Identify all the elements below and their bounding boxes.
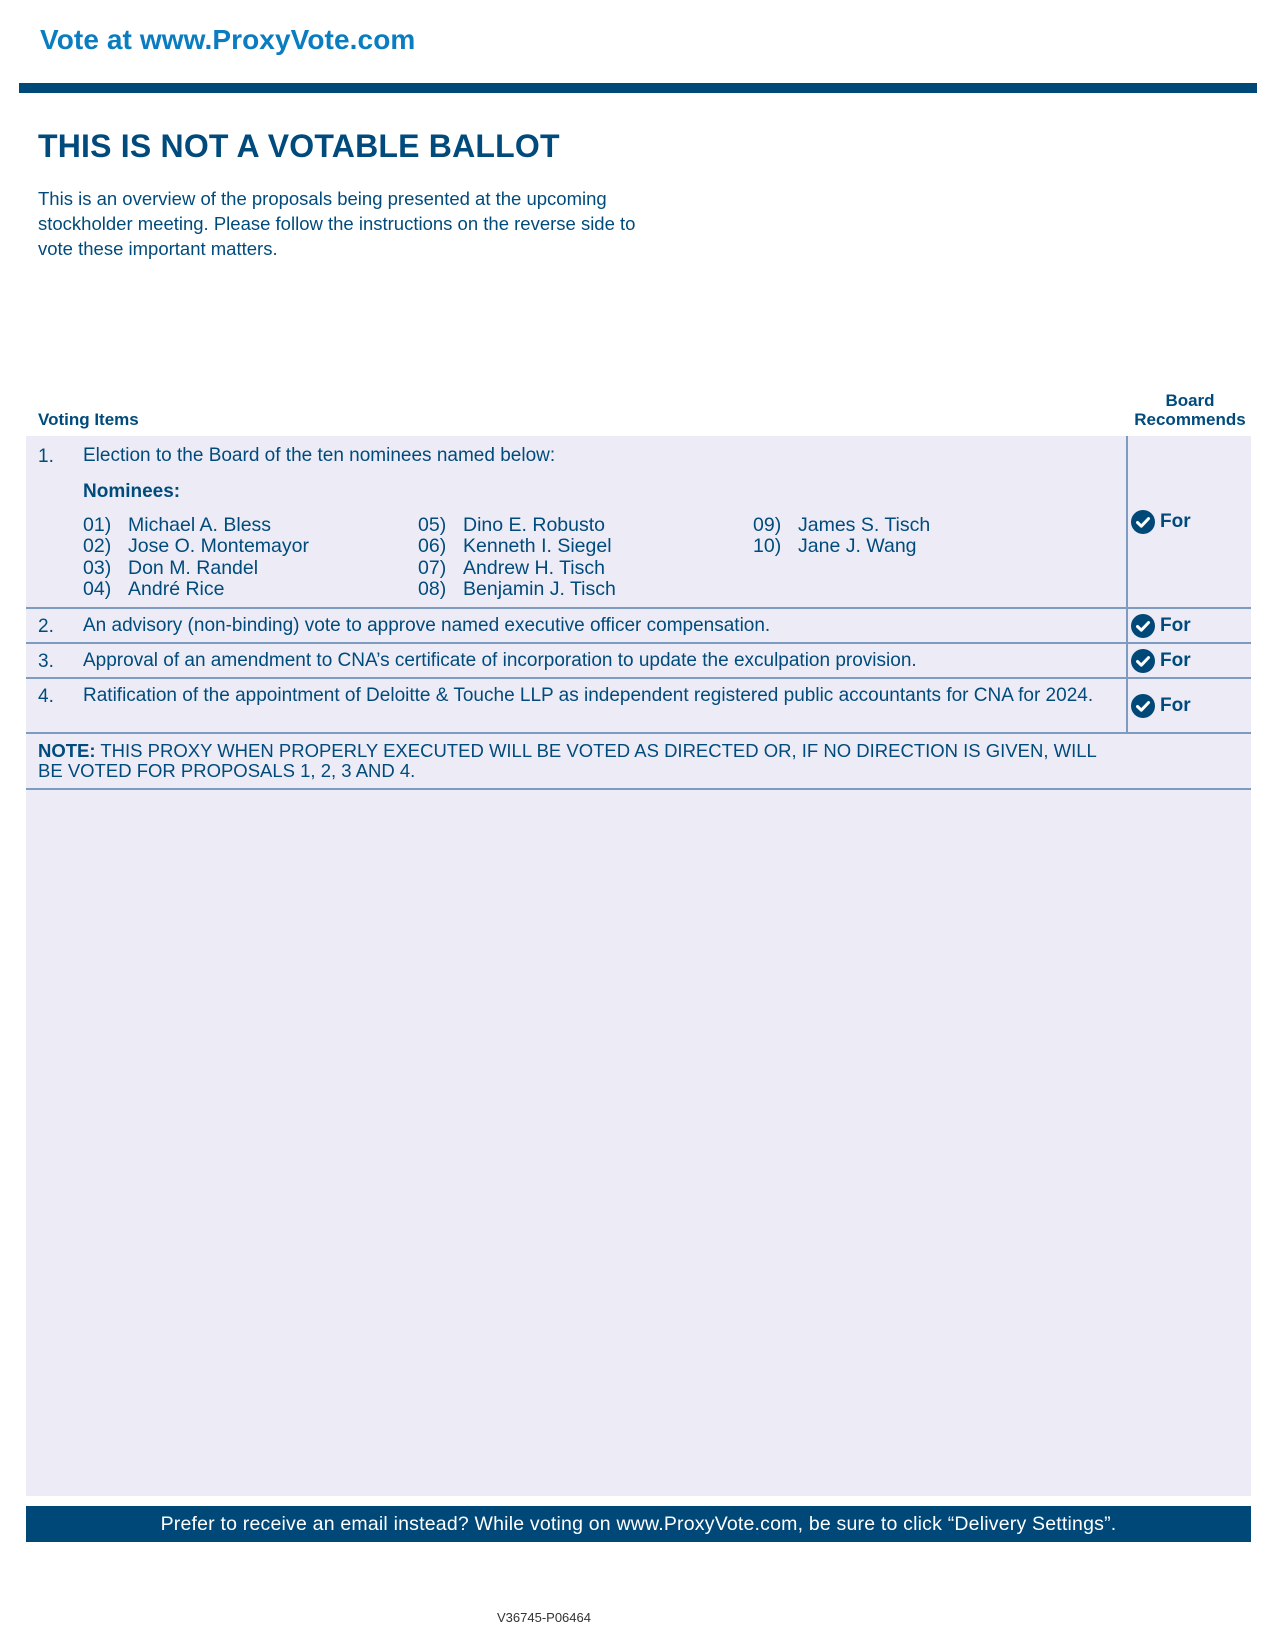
recommends-column-divider [1126,436,1128,734]
board-recommends-header-line1: Board [1165,391,1215,410]
page-title: THIS IS NOT A VOTABLE BALLOT [38,128,560,164]
nominee-row [753,515,930,536]
item-3-recommendation [1131,649,1191,673]
check-circle-icon [1131,649,1155,673]
check-circle-icon [1131,694,1155,718]
nominee-row [83,515,309,536]
nominee-name: André Rice [128,577,225,600]
nominee-row [418,558,616,579]
recommendation-label: For [1160,511,1191,532]
nominee-row [83,558,309,579]
board-recommends-header-line2: Recommends [1134,410,1246,429]
recommendation-label: For [1160,650,1191,671]
item-2-text: An advisory (non-binding) vote to approve named executive officer compensation. [83,615,771,636]
nominee-name: Jane J. Wang [798,535,917,558]
nominees-column-2 [418,515,616,600]
nominees-column-3 [753,515,930,558]
item-2-recommendation [1131,614,1191,638]
vote-at-proxyvote-link[interactable]: Vote at www.ProxyVote.com [40,24,416,55]
nominee-row [753,536,930,557]
item-1-text: Election to the Board of the ten nominees named below: [83,445,556,466]
nominees-label: Nominees: [83,481,181,502]
nominee-number: 06) [418,535,447,558]
note-label: NOTE: [38,740,96,761]
item-2-number: 2. [38,616,54,637]
row-divider [26,607,1251,609]
item-4-recommendation [1131,694,1191,718]
nominee-row [83,579,309,600]
item-4-number: 4. [38,686,54,707]
item-4-text: Ratification of the appointment of Deloitte & Touche LLP as independent registered public accountants for CNA for 2024. [83,685,1094,706]
nominee-number: 10) [753,535,782,558]
nominee-name: Benjamin J. Tisch [463,577,616,600]
intro-paragraph: This is an overview of the proposals being presented at the upcoming stockholder meeting. Please follow the instructions on the reverse side to vote these important matters. [38,188,636,259]
row-divider [26,677,1251,679]
nominee-name: Don M. Randel [128,556,259,579]
nominee-number: 08) [418,577,447,600]
nominee-number: 07) [418,556,447,579]
voting-items-header: Voting Items [38,410,139,429]
proxy-note [38,741,1118,781]
nominee-number: 01) [83,514,112,536]
row-divider [26,788,1251,790]
document-code: V36745-P06464 [497,1610,591,1625]
nominee-name: Andrew H. Tisch [463,556,605,579]
item-3-text: Approval of an amendment to CNA’s certificate of incorporation to update the exculpation provision. [83,650,917,671]
row-divider [26,642,1251,644]
item-1-recommendation [1131,510,1191,534]
nominee-number: 03) [83,556,112,579]
nominee-name: Michael A. Bless [128,514,272,536]
email-delivery-banner: Prefer to receive an email instead? While voting on www.ProxyVote.com, be sure to click “Delivery Settings”. [26,1506,1251,1542]
nominee-number: 02) [83,535,112,558]
nominee-number: 05) [418,514,447,536]
nominee-row [83,536,309,557]
nominee-number: 09) [753,514,782,536]
nominee-name: Kenneth I. Siegel [463,535,612,558]
nominees-column-1 [83,515,309,600]
nominee-number: 04) [83,577,112,600]
nominee-name: Dino E. Robusto [463,514,605,536]
header-divider [19,83,1257,93]
nominee-name: Jose O. Montemayor [128,535,309,558]
item-3-number: 3. [38,651,54,672]
check-circle-icon [1131,510,1155,534]
nominee-row [418,536,616,557]
nominee-row [418,515,616,536]
nominee-row [418,579,616,600]
nominee-name: James S. Tisch [798,514,931,536]
note-text: THIS PROXY WHEN PROPERLY EXECUTED WILL BE VOTED AS DIRECTED OR, IF NO DIRECTION IS GIVEN, WILL BE VOTED FOR PROPOSALS 1, 2, 3 AND 4. [38,740,1097,781]
board-recommends-header [1124,391,1256,429]
check-circle-icon [1131,614,1155,638]
row-divider [26,732,1251,734]
item-1-number: 1. [38,446,54,467]
recommendation-label: For [1160,615,1191,636]
recommendation-label: For [1160,695,1191,716]
